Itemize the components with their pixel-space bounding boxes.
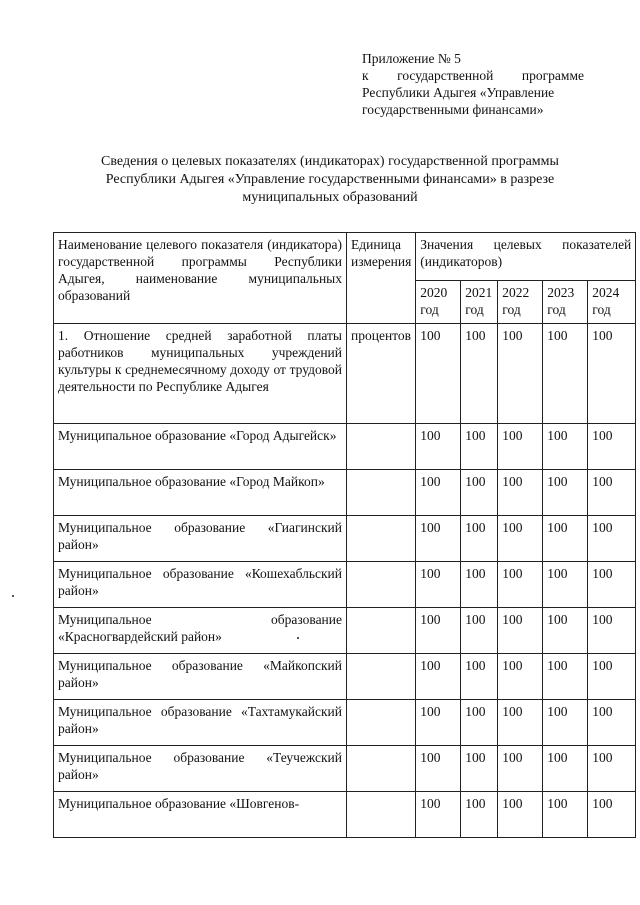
table-row xyxy=(54,516,636,562)
header-name-cell xyxy=(54,233,347,324)
value-cell xyxy=(543,470,588,516)
value-cell xyxy=(543,792,588,838)
indicator-value: 100 xyxy=(502,750,523,765)
value-cell xyxy=(588,324,636,424)
unit-cell xyxy=(347,424,416,470)
indicator-value: 100 xyxy=(547,704,568,719)
indicator-value: 100 xyxy=(465,796,486,811)
indicator-value: 100 xyxy=(547,474,568,489)
header-unit-cell xyxy=(347,233,416,324)
value-cell xyxy=(461,424,498,470)
indicator-name: 1. Отношение средней заработной платы работников муниципальных учреждений культуры к среднемесячному доходу от трудовой деятельности по Республике Адыгея xyxy=(58,328,342,394)
appendix-line-3: Республики Адыгея «Управление xyxy=(362,85,555,100)
year-label: 2021 год xyxy=(465,285,493,317)
indicator-value: 100 xyxy=(502,474,523,489)
value-cell xyxy=(461,746,498,792)
unit-cell xyxy=(347,562,416,608)
value-cell xyxy=(543,324,588,424)
table-row xyxy=(54,562,636,608)
header-values-cell xyxy=(416,233,636,281)
table-row xyxy=(54,700,636,746)
value-cell xyxy=(543,746,588,792)
indicator-value: 100 xyxy=(420,428,441,443)
value-cell xyxy=(461,700,498,746)
value-cell xyxy=(416,654,461,700)
indicator-value: 100 xyxy=(465,704,486,719)
indicator-value: 100 xyxy=(592,474,613,489)
value-cell xyxy=(416,562,461,608)
unit-cell xyxy=(347,654,416,700)
indicator-name-cell xyxy=(54,562,347,608)
value-cell xyxy=(416,324,461,424)
indicator-name: Муниципальное образование «Тахтамукайский район» xyxy=(58,704,342,736)
value-cell xyxy=(543,700,588,746)
value-cell xyxy=(498,654,543,700)
indicator-value: 100 xyxy=(420,520,441,535)
unit-label: процентов xyxy=(351,328,412,343)
value-cell xyxy=(416,516,461,562)
value-cell xyxy=(416,746,461,792)
value-cell xyxy=(461,562,498,608)
indicator-value: 100 xyxy=(547,796,568,811)
value-cell xyxy=(461,324,498,424)
indicator-value: 100 xyxy=(465,612,486,627)
indicator-name: Муниципальное образование «Шовгенов- xyxy=(58,796,300,811)
indicator-value: 100 xyxy=(465,658,486,673)
indicator-value: 100 xyxy=(465,428,486,443)
indicator-value: 100 xyxy=(502,428,523,443)
indicator-value: 100 xyxy=(502,328,523,343)
value-cell xyxy=(498,324,543,424)
value-cell xyxy=(498,608,543,654)
year-2022-cell xyxy=(498,281,543,324)
value-cell xyxy=(588,424,636,470)
indicator-value: 100 xyxy=(547,658,568,673)
unit-cell xyxy=(347,608,416,654)
indicator-name-cell xyxy=(54,516,347,562)
value-cell xyxy=(588,700,636,746)
value-cell xyxy=(498,746,543,792)
value-cell xyxy=(461,516,498,562)
indicator-value: 100 xyxy=(502,796,523,811)
value-cell xyxy=(588,746,636,792)
indicator-name: Муниципальное образование «Город Майкоп» xyxy=(58,474,325,489)
indicator-value: 100 xyxy=(592,796,613,811)
year-label: 2022 год xyxy=(502,285,530,317)
value-cell xyxy=(498,470,543,516)
value-cell xyxy=(416,700,461,746)
table-row xyxy=(54,324,636,424)
indicator-value: 100 xyxy=(592,704,613,719)
value-cell xyxy=(416,424,461,470)
indicator-name: Муниципальное образование «Теучежский район» xyxy=(58,750,342,782)
scan-speck xyxy=(12,595,14,597)
indicator-value: 100 xyxy=(420,658,441,673)
indicator-name-cell xyxy=(54,700,347,746)
year-2021-cell xyxy=(461,281,498,324)
year-2023-cell xyxy=(543,281,588,324)
indicator-name-cell xyxy=(54,608,347,654)
year-label: 2020 год xyxy=(420,285,448,317)
table-row xyxy=(54,746,636,792)
unit-cell xyxy=(347,746,416,792)
value-cell xyxy=(416,608,461,654)
value-cell xyxy=(461,608,498,654)
indicator-value: 100 xyxy=(592,750,613,765)
header-values-label: Значения целевых показателей (индикаторов) xyxy=(420,237,632,269)
indicator-value: 100 xyxy=(592,658,613,673)
scan-speck xyxy=(297,637,299,639)
table-row xyxy=(54,792,636,838)
header-name-label: Наименование целевого показателя (индикатора) государственной программы Республики Адыгея, наименование муниципальных образований xyxy=(58,237,342,303)
value-cell xyxy=(498,516,543,562)
table-row xyxy=(54,424,636,470)
appendix-note xyxy=(362,50,584,118)
indicator-name: Муниципальное образование «Майкопский район» xyxy=(58,658,342,690)
value-cell xyxy=(543,424,588,470)
indicator-value: 100 xyxy=(420,796,441,811)
indicator-name-cell xyxy=(54,792,347,838)
value-cell xyxy=(498,792,543,838)
table-row xyxy=(54,470,636,516)
indicator-name: Муниципальное образование «Кошехабльский район» xyxy=(58,566,342,598)
value-cell xyxy=(588,516,636,562)
value-cell xyxy=(461,792,498,838)
value-cell xyxy=(461,654,498,700)
indicator-value: 100 xyxy=(592,328,613,343)
indicator-value: 100 xyxy=(547,566,568,581)
indicators-table xyxy=(53,232,636,838)
indicator-value: 100 xyxy=(547,750,568,765)
indicator-value: 100 xyxy=(502,566,523,581)
value-cell xyxy=(588,608,636,654)
value-cell xyxy=(498,700,543,746)
document-title: Сведения о целевых показателях (индикаторах) государственной программы Республики Адыгея «Управление государственными финансами» в разрезе муниципальных образований xyxy=(101,154,559,205)
table-row xyxy=(54,608,636,654)
unit-cell xyxy=(347,324,416,424)
indicator-value: 100 xyxy=(420,474,441,489)
unit-cell xyxy=(347,792,416,838)
indicator-value: 100 xyxy=(420,704,441,719)
year-label: 2023 год xyxy=(547,285,575,317)
indicator-value: 100 xyxy=(547,328,568,343)
indicator-value: 100 xyxy=(502,612,523,627)
appendix-line-2: к государственной программе xyxy=(362,68,584,83)
indicator-name-cell xyxy=(54,470,347,516)
value-cell xyxy=(498,424,543,470)
indicator-value: 100 xyxy=(465,520,486,535)
indicator-value: 100 xyxy=(547,612,568,627)
unit-cell xyxy=(347,516,416,562)
indicator-name-cell xyxy=(54,654,347,700)
indicator-value: 100 xyxy=(465,328,486,343)
value-cell xyxy=(416,792,461,838)
table-row xyxy=(54,654,636,700)
value-cell xyxy=(588,792,636,838)
indicator-name: Муниципальное образование «Город Адыгейск» xyxy=(58,428,337,443)
indicator-value: 100 xyxy=(592,566,613,581)
value-cell xyxy=(498,562,543,608)
indicator-value: 100 xyxy=(420,328,441,343)
indicator-value: 100 xyxy=(592,612,613,627)
value-cell xyxy=(461,470,498,516)
indicator-value: 100 xyxy=(502,658,523,673)
value-cell xyxy=(543,562,588,608)
year-label: 2024 год xyxy=(592,285,620,317)
value-cell xyxy=(543,654,588,700)
value-cell xyxy=(543,516,588,562)
indicator-value: 100 xyxy=(547,520,568,535)
indicator-name: Муниципальное образование «Красногвардейский район» xyxy=(58,612,342,644)
year-2024-cell xyxy=(588,281,636,324)
indicator-value: 100 xyxy=(420,750,441,765)
header-row xyxy=(54,233,636,281)
indicator-value: 100 xyxy=(502,704,523,719)
indicator-value: 100 xyxy=(420,566,441,581)
indicator-value: 100 xyxy=(547,428,568,443)
unit-cell xyxy=(347,700,416,746)
indicator-name-cell xyxy=(54,424,347,470)
value-cell xyxy=(588,562,636,608)
indicator-name-cell xyxy=(54,746,347,792)
value-cell xyxy=(588,470,636,516)
indicator-value: 100 xyxy=(592,520,613,535)
indicator-value: 100 xyxy=(502,520,523,535)
year-2020-cell xyxy=(416,281,461,324)
indicator-name-cell xyxy=(54,324,347,424)
value-cell xyxy=(588,654,636,700)
unit-cell xyxy=(347,470,416,516)
indicator-value: 100 xyxy=(465,474,486,489)
header-unit-label: Единица измерения xyxy=(351,237,412,269)
indicator-value: 100 xyxy=(465,750,486,765)
appendix-line-4: государственными финансами» xyxy=(362,102,544,117)
indicator-value: 100 xyxy=(592,428,613,443)
indicator-value: 100 xyxy=(465,566,486,581)
table-body xyxy=(54,233,636,838)
indicator-name: Муниципальное образование «Гиагинский район» xyxy=(58,520,342,552)
appendix-line-1: Приложение № 5 xyxy=(362,51,461,66)
indicator-value: 100 xyxy=(420,612,441,627)
value-cell xyxy=(416,470,461,516)
value-cell xyxy=(543,608,588,654)
